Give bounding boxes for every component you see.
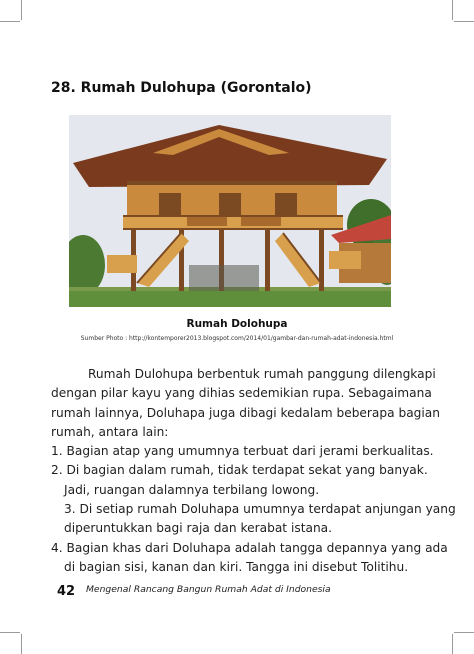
house-illustration [69,115,391,307]
list-item-line: 2. Di bagian dalam rumah, tidak terdapat sekat yang banyak. [51,463,428,478]
crop-mark-bottom-right [454,632,474,633]
list-item-line: 4. Bagian khas dari Doluhapa adalah tangga depannya yang ada [51,540,448,555]
list-item [51,500,456,539]
crop-mark-top-right [454,21,474,22]
paragraph-line: rumah, antara lain: [51,424,169,439]
list-item-line: diperuntukkan bagi raja dan kerabat istana. [64,521,333,536]
paragraph-line: rumah lainnya, Doluhapa juga dibagi kedalam beberapa bagian [51,405,440,420]
list-item-line: 3. Di setiap rumah Doluhapa umumnya terdapat anjungan yang [64,502,456,517]
crop-mark-top-left [0,21,20,22]
list-item [51,539,448,578]
figure-source: Sumber Photo : http://kontemporer2013.blogspot.com/2014/01/gambar-dan-rumah-adat-indonesia.html [80,335,394,342]
list-item-line: 1. Bagian atap yang umumnya terbuat dari jerami berkualitas. [51,444,434,459]
list-item-line: di bagian sisi, kanan dan kiri. Tangga ini disebut Tolitihu. [64,559,409,574]
list-item [51,461,431,500]
crop-mark-bottom-left [0,632,20,633]
list-item [51,442,434,461]
house-photo [69,115,391,307]
list-item-line: Jadi, ruangan dalamnya terbilang lowong. [64,482,320,497]
paragraph-line: dengan pilar kayu yang dihias sedemikian rupa. Sebagaimana [51,386,432,401]
paragraph-line: Rumah Dulohupa berbentuk rumah panggung dilengkapi [88,367,436,381]
figure-caption: Rumah Dolohupa [186,318,288,330]
crop-mark-bottom-right-v [452,634,453,654]
crop-mark-top-left-v [21,0,22,20]
crop-mark-top-right-v [452,0,453,20]
page-number: 42 [57,584,76,599]
book-title: Mengenal Rancang Bangun Rumah Adat di Indonesia [86,584,331,595]
section-heading: 28. Rumah Dulohupa (Gorontalo) [51,80,312,96]
body-text [51,365,456,577]
crop-mark-bottom-left-v [21,634,22,654]
feature-list [51,442,456,577]
